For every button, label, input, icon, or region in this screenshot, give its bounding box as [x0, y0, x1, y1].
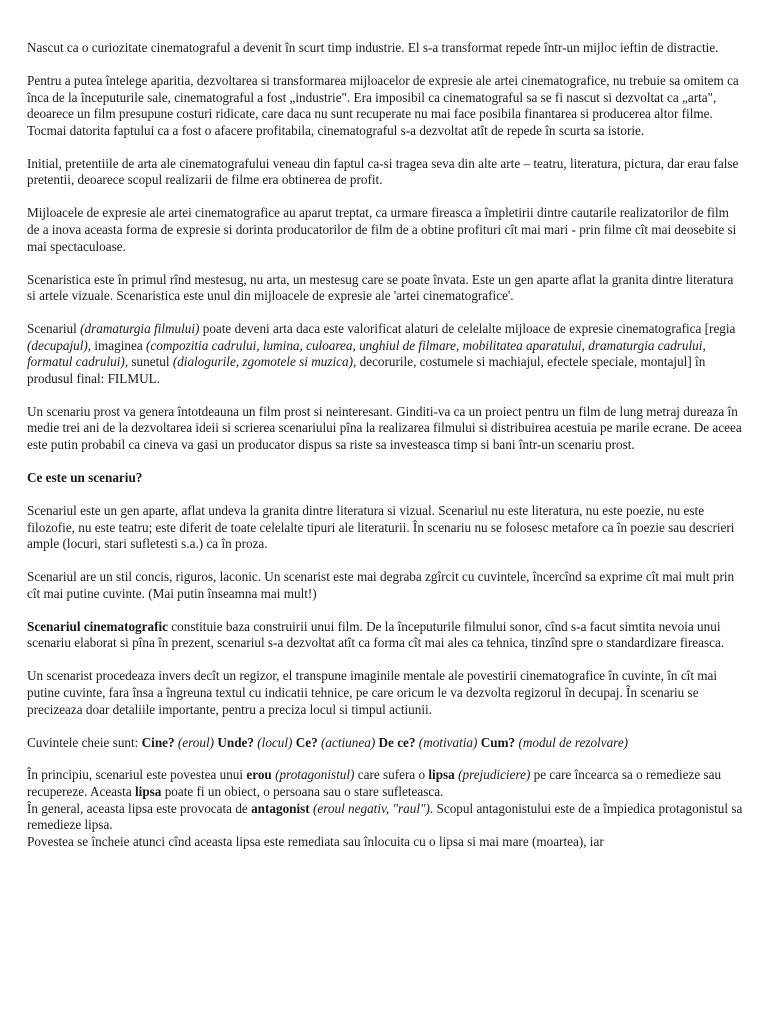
italic-text: (actiunea)	[321, 734, 376, 750]
paragraph	[27, 321, 743, 387]
text-run: , imaginea	[87, 337, 147, 353]
bold-text: Cum?	[480, 734, 516, 750]
text-run: Cuvintele cheie sunt:	[27, 734, 142, 750]
paragraph	[27, 40, 743, 57]
text-run: , sunetul	[124, 354, 173, 370]
paragraph	[27, 569, 743, 602]
paragraph	[27, 404, 743, 454]
text-run: Scenaristica este în primul rînd mestesug, nu arta, un mestesug care se poate învata. Este un gen aparte aflat la granita dintre literatura si artele vizuale. Scenaristica este unul din mijloacele de expresie ale 'artei cinematografice'.	[27, 271, 734, 304]
italic-text: (dialogurile, zgomotele si muzica)	[172, 354, 354, 370]
paragraph	[27, 156, 743, 189]
paragraph	[27, 668, 743, 718]
text-run: Povestea se încheie atunci cînd aceasta lipsa este remediata sau înlocuita cu o lipsa si mai mare (moartea), iar	[27, 833, 604, 849]
italic-text: (eroul negativ, "raul")	[313, 800, 430, 816]
text-run: Nascut ca o curiozitate cinematograful a devenit în scurt timp industrie. El s-a transformat repede într-un mijloc ieftin de distractie.	[27, 40, 719, 55]
bold-text: antagonist	[251, 800, 310, 816]
text-run: Pentru a putea întelege aparitia, dezvoltarea si transformarea mijloacelor de expresie ale artei cinematografice, nu trebuie sa omitem ca înca de la începuturile sale, cinematograful a fost „industrie". Era imposibil ca cinematograful sa se fi nascut si dezvoltat ca „arta", deoarece un film presupune costuri ridicate, care daca nu sunt recuperate nu mai face posibila finantarea si producerea altor filme. Tocmai datorita faptului ca a fost o afacere profitabila, cinematograful s-a dezvoltat atît de repede în scurta sa istorie.	[27, 72, 739, 138]
italic-text: (decupajul)	[27, 337, 88, 353]
text-run: . Scopul antagonistului este de a împiedica protagonistul sa remedieze lipsa.	[27, 800, 743, 833]
text-run: Initial, pretentiile de arta ale cinematografului veneau din faptul ca-si tragea seva din alte arte – teatru, literatura, pictura, dar erau false pretentii, deoarece scopul realizarii de filme era obtinerea de profit.	[27, 155, 739, 188]
italic-text: (locul)	[257, 734, 293, 750]
section-heading	[27, 470, 743, 487]
bold-text: erou	[246, 767, 272, 783]
paragraph	[27, 834, 743, 851]
italic-text: (compozitia cadrului, lumina, culoarea, unghiul de filmare, mobilitatea aparatului, dramaturgia cadrului, formatul cadrului)	[27, 337, 706, 370]
bold-text: Ce?	[295, 734, 318, 750]
text-run: Mijloacele de expresie ale artei cinematografice au aparut treptat, ca urmare fireasca a împletirii dintre cautarile realizatorilor de film de a inova aceasta forma de expresie si dorinta producatorilor de film de a obtine profituri cît mai mari - prin filme cît mai deosebite si mai spectaculoase.	[27, 205, 737, 254]
text-run: Un scenarist procedeaza invers decît un regizor, el transpune imaginile mentale ale povestirii cinematografice în cuvinte, în cît mai putine cuvinte, fara însa a îngreuna textul cu indicatii tehnice, pe care oricum le va dezvolta regizorul în decupaj. În scenariu se precizeaza doar detaliile importante, pentru a preciza locul si timpul actiunii.	[27, 668, 718, 717]
text-run: poate deveni arta daca este valorificat alaturi de celelalte mijloace de expresie cinematografica [regia	[199, 321, 736, 337]
paragraph	[27, 272, 743, 305]
text-run: Scenariul este un gen aparte, aflat undeva la granita dintre literatura si vizual. Scenariul nu este literatura, nu este poezie, nu este filozofie, nu este teatru; este diferit de toate celelalte tipuri ale literaturii. În scenariu nu se folosesc metafore ca în poezie sau descrieri ample (locuri, stari sufletesti s.a.) ca în proza.	[27, 503, 735, 552]
bold-text: lipsa	[428, 767, 455, 783]
text-run: În principiu, scenariul este povestea unui	[27, 767, 247, 783]
text-run: Scenariul	[27, 321, 81, 337]
text-run: , decorurile, costumele si machiajul, efectele speciale, montajul] în produsul final: FILMUL.	[27, 354, 706, 386]
italic-text: (motivatia)	[418, 734, 478, 750]
bold-text: lipsa	[135, 784, 162, 800]
text-run: În general, aceasta lipsa este provocata de	[27, 800, 252, 816]
paragraph	[27, 735, 743, 752]
text-run: constituie baza construirii unui film. De la începuturile filmului sonor, cînd s-a facut simtita nevoia unui scenariu elaborat si pîna în prezent, scenariul s-a dezvoltat atît ca forma cît mai ales ca tehnica, tinzînd spre o standardizare fireasca.	[27, 618, 725, 651]
text-run: pe care încearca sa o remedieze sau recupereze. Aceasta	[27, 767, 722, 800]
paragraph	[27, 801, 743, 834]
document-body	[27, 40, 743, 850]
paragraph	[27, 503, 743, 553]
text-run: care sufera o	[354, 767, 429, 783]
bold-text: Scenariul cinematografic	[27, 618, 168, 634]
paragraph	[27, 205, 743, 255]
text-run: Ce este un scenariu?	[27, 470, 143, 486]
paragraph	[27, 619, 743, 652]
bold-text: De ce?	[378, 734, 416, 750]
italic-text: (eroul)	[177, 734, 215, 750]
paragraph	[27, 73, 743, 139]
paragraph	[27, 767, 743, 800]
italic-text: (prejudiciere)	[458, 767, 531, 783]
bold-text: Cine?	[141, 734, 175, 750]
bold-text: Unde?	[217, 734, 254, 750]
text-run: poate fi un obiect, o persoana sau o stare sufleteasca.	[161, 784, 444, 800]
italic-text: (modul de rezolvare)	[518, 734, 629, 750]
text-run: Un scenariu prost va genera întotdeauna un film prost si neinteresant. Ginditi-va ca un proiect pentru un film de lung metraj dureaza în medie trei ani de la dezvoltarea ideii si scrierea scenariului pîna la realizarea filmului si distribuirea acestuia pe marile ecrane. De aceea este putin probabil ca cineva va gasi un producator dispus sa riste sa investeasca timp si bani într-un scenariu prost.	[27, 403, 742, 453]
italic-text: (dramaturgia filmului)	[80, 321, 200, 337]
italic-text: (protagonistul)	[275, 767, 355, 783]
text-run: Scenariul are un stil concis, riguros, laconic. Un scenarist este mai degraba zgîrcit cu cuvintele, încercînd sa exprime cît mai mult prin cît mai putine cuvinte. (Mai putin înseamna mai mult!)	[27, 569, 735, 601]
